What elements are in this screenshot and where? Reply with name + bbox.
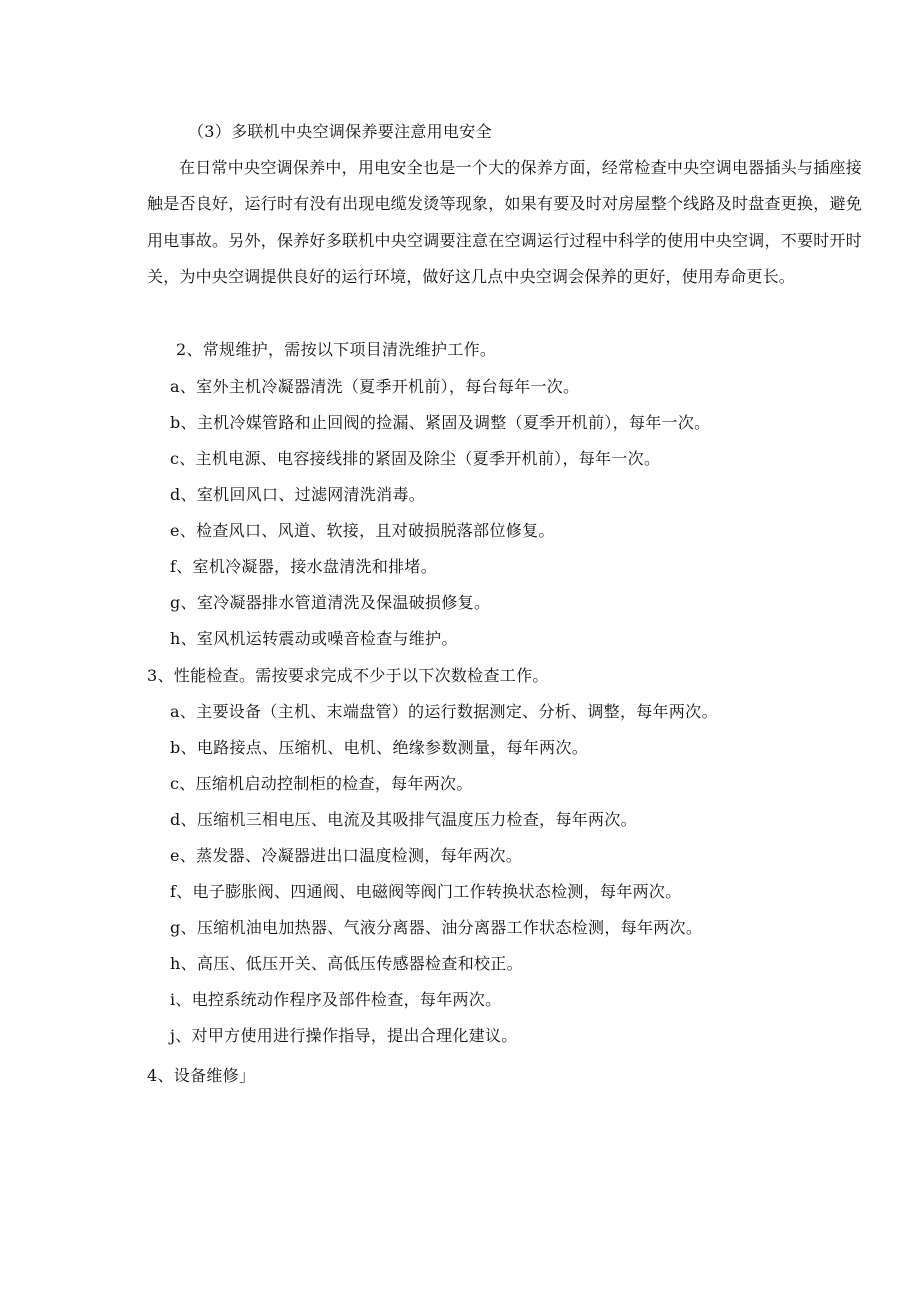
- routine-maintenance-heading: 2、常规维护，需按以下项目清洗维护工作。: [176, 340, 497, 359]
- routine-item-b: b、主机冷媒管路和止回阀的捡漏、紧固及调整（夏季开机前），每年一次。: [170, 413, 711, 432]
- performance-item-j: j、对甲方使用进行操作指导，提出合理化建议。: [170, 1026, 518, 1045]
- section-3-title: （3）多联机中央空调保养要注意用电安全: [188, 122, 492, 141]
- performance-item-a: a、主要设备（主机、末端盘管）的运行数据测定、分析、调整，每年两次。: [170, 702, 718, 721]
- equipment-repair-heading: 4、设备维修」: [147, 1066, 256, 1085]
- performance-item-f: f、电子膨胀阀、四通阀、电磁阀等阀门工作转换状态检测，每年两次。: [170, 882, 682, 901]
- performance-item-i: i、电控系统动作程序及部件检查，每年两次。: [170, 990, 502, 1009]
- performance-item-h: h、高压、低压开关、高低压传感器检查和校正。: [170, 954, 523, 973]
- routine-item-g: g、室冷凝器排水管道清洗及保温破损修复。: [170, 593, 491, 612]
- performance-item-g: g、压缩机油电加热器、气液分离器、油分离器工作状态检测，每年两次。: [170, 918, 703, 937]
- routine-item-e: e、检查风口、风道、软接，且对破损脱落部位修复。: [170, 521, 555, 540]
- performance-item-d: d、压缩机三相电压、电流及其吸排气温度压力检查，每年两次。: [170, 810, 637, 829]
- performance-item-c: c、压缩机启动控制柜的检查，每年两次。: [170, 774, 473, 793]
- performance-item-e: e、蒸发器、冷凝器进出口温度检测，每年两次。: [170, 846, 523, 865]
- routine-item-c: c、主机电源、电容接线排的紧固及除尘（夏季开机前），每年一次。: [170, 449, 661, 468]
- section-3-paragraph: 在日常中央空调保养中，用电安全也是一个大的保养方面，经常检查中央空调电器插头与插座接触是否良好，运行时有没有出现电缆发烫等现象，如果有要及时对房屋整个线路及时盘查更换，避免用电事故。另外，保养好多联机中央空调要注意在空调运行过程中科学的使用中央空调，不要时开时关，为中央空调提供良好的运行环境，做好这几点中央空调会保养的更好，使用寿命更长。: [147, 158, 862, 286]
- performance-check-heading: 3、性能检查。需按要求完成不少于以下次数检查工作。: [147, 666, 549, 685]
- performance-item-b: b、电路接点、压缩机、电机、绝缘参数测量，每年两次。: [170, 738, 589, 757]
- routine-item-f: f、室机冷凝器，接水盘清洗和排堵。: [170, 557, 438, 576]
- routine-item-d: d、室机回风口、过滤网清洗消毒。: [170, 485, 426, 504]
- routine-item-h: h、室风机运转震动或噪音检查与维护。: [170, 629, 458, 648]
- routine-item-a: a、室外主机冷凝器清洗（夏季开机前），每台每年一次。: [170, 377, 580, 396]
